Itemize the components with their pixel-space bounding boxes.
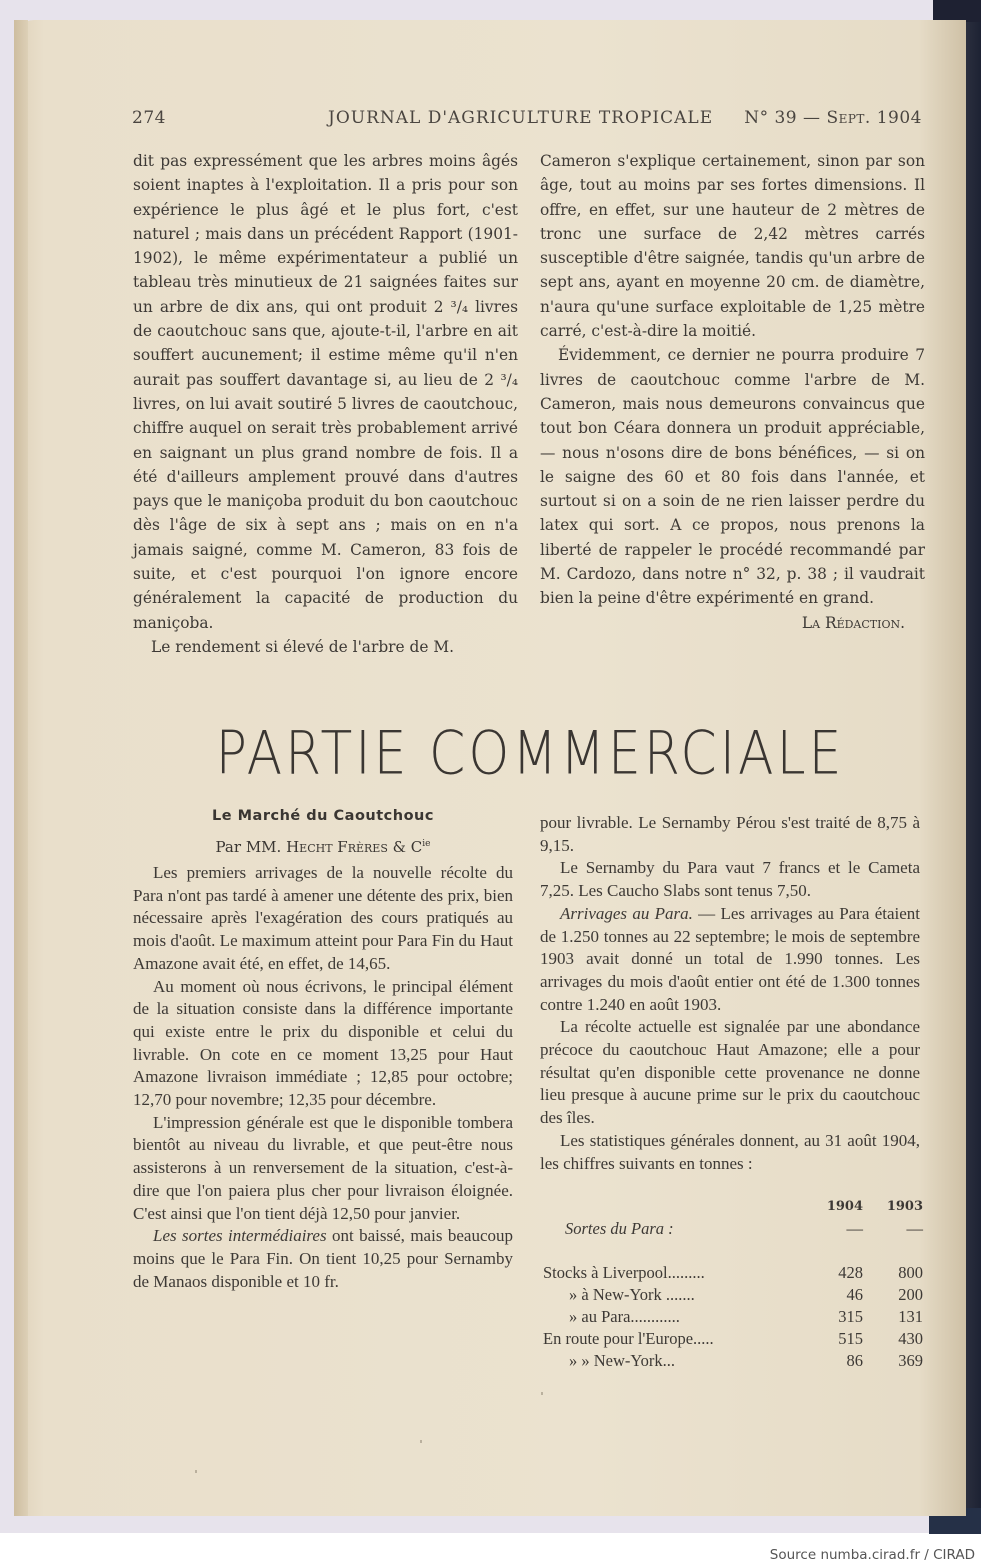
paragraph: Évidemment, ce dernier ne pourra produire 7 livres de caoutchouc comme l'arbre de M. Cameron, mais nous demeurons convaincus que tout bon Céara donnera un produit appréciable, — nous n'osons dire de bons bénéfices, — si on le saigne des 60 et 80 fois dans l'année, et surtout si on a soin de ne rien laisser perdre du latex qui sort. A ce propos, nous prenons la liberté de rappeler le procédé recommandé par M. Cardozo, dans notre n° 32, p. 38 ; il vaudrait bien la peine d'être expérimenté en grand. [540, 346, 925, 608]
table-row [543, 1328, 923, 1350]
row-label: En route pour l'Europe..... [543, 1329, 714, 1348]
table-header-spacer [543, 1196, 803, 1218]
article-right-column [540, 812, 920, 1175]
paragraph-text: — Les arrivages au Para étaient de 1.250 tonnes au 22 septembre; le mois de septembre 1903 avait donné un total de 1.990 tonnes. Les arrivages du mois d'août entier ont été de 1.300 tonnes contre 1.240 en août 1903. [540, 903, 920, 1014]
value-1904: 428 [838, 1263, 863, 1282]
value-1903: 200 [898, 1285, 923, 1304]
article-byline [133, 831, 513, 860]
paragraph: Cameron s'explique certainement, sinon par son âge, tout au moins par ses fortes dimensions. Il offre, en effet, sur une hauteur de 2 mètres de tronc une surface de 2,42 mètres carrés susceptible d'être saignée, tandis qu'un arbre de sept ans, ayant en moyenne 20 cm. de diamètre, n'aura qu'une surface exploitable de 1,25 mètre carré, c'est-à-dire la moitié. [540, 152, 925, 341]
issue-separator: — [803, 108, 821, 128]
journal-title: JOURNAL D'AGRICULTURE TROPICALE [328, 108, 714, 128]
paragraph: Les statistiques générales donnent, au 31 août 1904, les chiffres suivants en tonnes : [540, 1130, 920, 1173]
paragraph: Le Sernamby du Para vaut 7 francs et le Cameta 7,25. Les Caucho Slabs sont tenus 7,50. [540, 858, 920, 901]
page-edge-shadow [14, 20, 28, 1516]
paper-speck [195, 1470, 197, 1473]
value-1903: 369 [898, 1351, 923, 1370]
binding-top-corner [933, 0, 981, 22]
paragraph: pour livrable. Le Sernamby Pérou s'est traité de 8,75 à 9,15. [540, 813, 920, 855]
byline-prefix: Par MM. [215, 838, 287, 856]
spacer-cell [543, 1240, 923, 1262]
row-label: » à New-York ....... [569, 1285, 695, 1304]
value-1903: 131 [898, 1307, 923, 1326]
table-row [543, 1284, 923, 1306]
stats-table [543, 1196, 923, 1372]
paper-speck [420, 1440, 422, 1443]
value-1904: 515 [838, 1329, 863, 1348]
column-dash: — [846, 1219, 863, 1238]
issue-number: N° 39 [744, 108, 798, 128]
row-label: Stocks à Liverpool......... [543, 1263, 705, 1282]
table-group-row [543, 1218, 923, 1240]
paragraph: La récolte actuelle est signalée par une abondance précoce du caoutchouc Haut Amazone; elle a pour résultat qu'en disponible cette provenance ne donne lieu presque à aucune prime sur le prix du caoutchouc des îles. [540, 1017, 920, 1128]
section-title: PARTIE COMMERCIALE [215, 719, 845, 789]
table-spacer-row [543, 1240, 923, 1262]
issue-info [744, 108, 922, 128]
running-header [132, 108, 922, 132]
byline-sup: ie [422, 839, 431, 849]
row-label: » » New-York... [569, 1351, 676, 1370]
byline-name: Hecht Frères & C [286, 838, 423, 856]
column-header-1904: 1904 [826, 1199, 863, 1214]
value-1903: 800 [898, 1263, 923, 1282]
row-label: » au Para............ [569, 1307, 680, 1326]
value-1904: 46 [846, 1285, 863, 1304]
paragraph [540, 903, 920, 1017]
paragraph: Au moment où nous écrivons, le principal élément de la situation consiste dans la différence importante qui existe entre le prix du disponible et celui du livrable. On cote en ce moment 13,25 pour Haut Amazone livraison immédiate ; 12,85 pour octobre; 12,70 pour novembre; 12,35 pour décembre. [133, 976, 513, 1110]
paragraph: dit pas expressément que les arbres moins âgés soient inaptes à l'exploitation. Il a pris pour son expérience le plus âgé et le plus fort, c'est naturel ; mais dans un précédent Rapport (1901-1902), le même expérimentateur a publié un tableau très minutieux de 21 saignées faites sur un arbre de dix ans, qui ont produit 2 ³/₄ livres de caoutchouc sans que, ajoute-t-il, l'arbre en ait souffert aucunement; il estime même qu'il n'en aurait pas souffert davantage si, au lieu de 2 ³/₄ livres, on lui avait soutiré 5 livres de caoutchouc, chiffre auquel on serait très probablement arrivé en saignant un plus grand nombre de fois. Il a été d'ailleurs amplement prouvé dans d'autres pays que le maniçoba produit du bon caoutchouc dès l'âge de six à sept ans ; mais on en n'a jamais saigné, comme M. Cameron, 83 fois de suite, et c'est pourquoi l'on ignore encore généralement la capacité de production du maniçoba. [133, 152, 518, 632]
issue-date: Sept. 1904 [826, 108, 922, 128]
group-label: Sortes du Para : [565, 1219, 674, 1238]
column-dash: — [906, 1219, 923, 1238]
page-number: 274 [132, 108, 166, 128]
article-title: Le Marché du Caoutchouc [212, 808, 434, 824]
table-header-row [543, 1196, 923, 1218]
table-row [543, 1350, 923, 1372]
value-1903: 430 [898, 1329, 923, 1348]
table-row [543, 1262, 923, 1284]
italic-phrase: Arrivages au Para. [560, 903, 693, 923]
paragraph-text: ont baissé, mais beaucoup moins que le Para Fin. On tient 10,25 pour Sernamby de Manaos disponible et 10 fr. [133, 1226, 513, 1291]
paragraph [133, 1225, 513, 1293]
paragraph: Les premiers arrivages de la nouvelle récolte du Para n'ont pas tardé à amener une détente des prix, bien nécessaire après l'exagération des cours pratiqués au mois d'août. Le maximum atteint pour Para Fin du Haut Amazone avait été, en effet, de 14,65. [133, 863, 513, 973]
paragraph: L'impression générale est que le disponible tombera bientôt au niveau du livrable, et que peut-être nous assisterons à un renversement de la situation, c'est-à-dire que l'on paiera plus cher pour livraison éloignée. C'est ainsi que l'on tient déjà 12,50 pour janvier. [133, 1112, 513, 1223]
column-header-1903: 1903 [886, 1199, 923, 1214]
paper-speck [541, 1392, 543, 1395]
value-1904: 86 [846, 1351, 863, 1370]
signature: La Rédaction. [801, 613, 905, 632]
previous-article-right-column [540, 149, 925, 635]
source-credit: Source numba.cirad.fr / CIRAD [769, 1547, 975, 1563]
article-left-column [133, 805, 513, 1293]
value-1904: 315 [838, 1307, 863, 1326]
table-row [543, 1306, 923, 1328]
paragraph: Le rendement si élevé de l'arbre de M. [151, 637, 455, 656]
previous-article-left-column [133, 149, 518, 659]
italic-phrase: Les sortes intermédiaires [153, 1226, 327, 1246]
